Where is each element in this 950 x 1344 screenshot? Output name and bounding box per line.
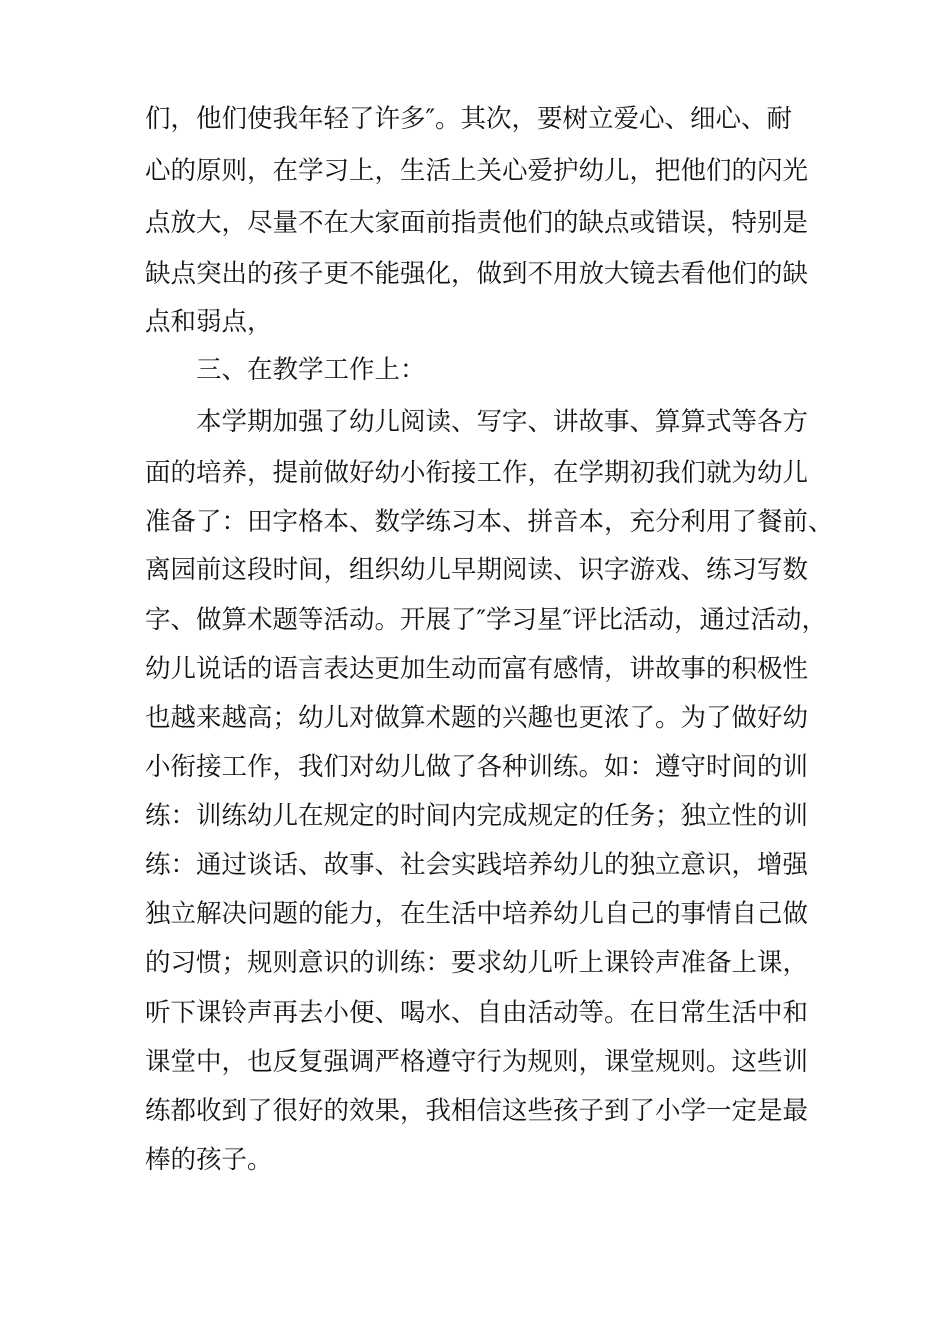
text-line: 小衔接工作，我们对幼儿做了各种训练。如：遵守时间的训 bbox=[145, 752, 809, 782]
section-heading: 三、在教学工作上： bbox=[196, 355, 426, 385]
text-line: 缺点突出的孩子更不能强化，做到不用放大镜去看他们的缺 bbox=[145, 259, 809, 289]
text-line: 的习惯；规则意识的训练：要求幼儿听上课铃声准备上课， bbox=[145, 948, 809, 978]
text-line: 练：训练幼儿在规定的时间内完成规定的任务；独立性的训 bbox=[145, 801, 809, 831]
text-line: 课堂中，也反复强调严格遵守行为规则，课堂规则。这些训 bbox=[145, 1047, 809, 1077]
text-line: 也越来越高；幼儿对做算术题的兴趣也更浓了。为了做好幼 bbox=[145, 703, 809, 733]
text-line: 练都收到了很好的效果，我相信这些孩子到了小学一定是最 bbox=[145, 1096, 809, 1126]
text-line: 字、做算术题等活动。开展了″学习星″评比活动，通过活动， bbox=[145, 605, 828, 635]
text-line: 准备了：田字格本、数学练习本、拼音本，充分利用了餐前、 bbox=[145, 507, 834, 537]
text-line: 幼儿说话的语言表达更加生动而富有感情，讲故事的积极性 bbox=[145, 654, 809, 684]
text-line: 本学期加强了幼儿阅读、写字、讲故事、算算式等各方 bbox=[196, 407, 809, 437]
text-line: 心的原则，在学习上，生活上关心爱护幼儿，把他们的闪光 bbox=[145, 156, 809, 186]
text-line: 面的培养，提前做好幼小衔接工作，在学期初我们就为幼儿 bbox=[145, 458, 809, 488]
text-line: 点和弱点， bbox=[145, 307, 273, 337]
text-line: 练：通过谈话、故事、社会实践培养幼儿的独立意识，增强 bbox=[145, 850, 809, 880]
text-line: 点放大，尽量不在大家面前指责他们的缺点或错误，特别是 bbox=[145, 208, 809, 238]
text-line: 们，他们使我年轻了许多″。其次，要树立爱心、细心、耐 bbox=[145, 104, 793, 134]
text-line: 听下课铃声再去小便、喝水、自由活动等。在日常生活中和 bbox=[145, 998, 809, 1028]
text-line: 棒的孩子。 bbox=[145, 1145, 273, 1175]
text-line: 离园前这段时间，组织幼儿早期阅读、识字游戏、练习写数 bbox=[145, 555, 809, 585]
text-line: 独立解决问题的能力，在生活中培养幼儿自己的事情自己做 bbox=[145, 899, 809, 929]
